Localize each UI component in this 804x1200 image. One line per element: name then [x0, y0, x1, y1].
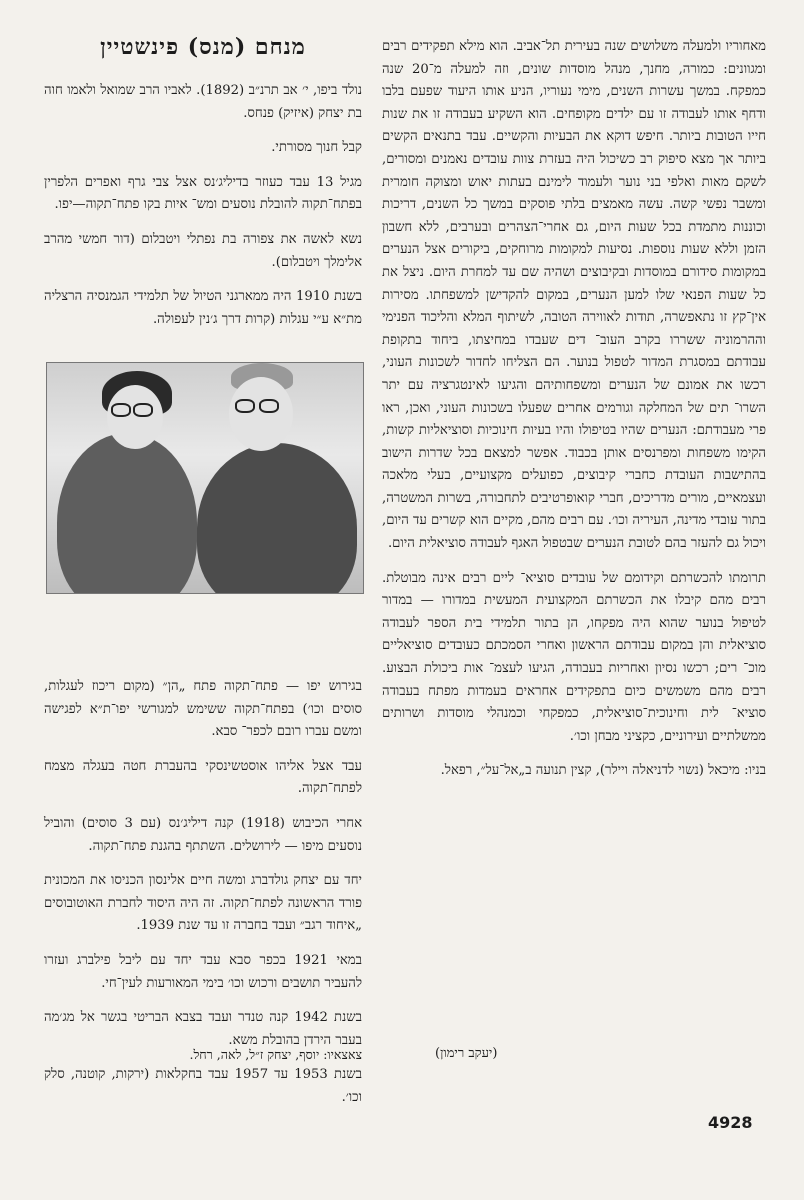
paragraph: בניו: מיכאל (נשוי לדניאלה ויילר), קצין תנועה ב„אל־על״, רפאל.: [440, 763, 766, 779]
paragraph: מגיל 13 עבד כעוזר בדיליג׳נס אצל צבי גרף ואפרים הלפרין בפתח־תקוה להובלת נוסעים ומש־ איות בקו פתח־תקוה—יפו.: [44, 174, 362, 213]
page-title: מנחם (מנס) פינשטיין: [100, 34, 306, 60]
paragraph: יחד עם יצחק גולדברג ומשה חיים אלינסון הכניסו את המכונית פורד הראשונה לפתח־תקוה. זה היה היסוד לחברת האוטובוסים „איחוד רגב״ ועבד בחברה זו עד שנת 1939.: [44, 873, 362, 934]
paragraph: בשנת 1942 קנה טנדר ועבד בצבא הבריטי בגשר אל מג׳מה בעבר הירדן בהובלת משא.: [44, 1010, 363, 1048]
right-column: [382, 36, 766, 783]
portrait-photo: [46, 362, 364, 594]
paragraph: תרומתו להכשרתם וקידומם של עובדים סוציא־ ליים רבים אינה מבוטלת. רבים מהם קיבלו את הכשרתם המקצועית המעשית במדורו — במדור לטיפול בנוער שהוא היה מפקחו, הן בתור תלמידי בית הספר לעבודה סוציאלית והן במקום עבודתם הראשון ואחרי הסמכתם כעובדים סוציאליים מוכ־ רים; רכשו נסיון ואחריות בעבודה, הגיעו לעצמ־ אות ביכולת הבצוע. רבים מהם משמשים כיום בתפקידים אחראים בעמדות מפתח בעבודה סוציא־ לית וחינוכית־סוציאלית, כמפקחי וכמנהלי מוסדות ושרותים ממשלתיים ועירוניים, כקציני מבחן וכו׳.: [382, 570, 766, 744]
paragraph: במאי 1921 בכפר סבא עבד יחד עם ליבל פילברג ועזרו להעביר תושבים ורכוש וכו׳ בימי המאורעות לעין־חי.: [44, 952, 362, 991]
left-column-top: [44, 80, 362, 331]
paragraph: בשנת 1953 עד 1957 עבד בחקלאות (ירקות, קוטנה, סלק וכו׳.: [44, 1067, 362, 1105]
left-column-bottom: [44, 676, 362, 1110]
paragraph: בשנת 1910 היה ממארגני הטיול של תלמידי הגמנסיה הרצליה מת״א ע״י עגלות (קרות דרך ג׳נין לעפולה.: [44, 289, 362, 327]
paragraph: נולד ביפו, י׳ אב תרנ״ב (1892). לאביו הרב שמואל ולאמו חוה בת יצחק (איזיק) פנחס.: [44, 83, 362, 121]
paragraph: מאחוריו ולמעלה משלושים שנה בעירית תל־אביב. הוא מילא תפקידים רבים ומגוונים: כמורה, מחנך, מנהל מוסדות שונים, וזה למעלה מ־20 שנה כמפקח. במשך עשרות השנים, מימי נעוריו, הניע אותו היעוד שפעם בלבו ודחף אותו לעבודה זו עם ילדים מקופחים. הוא השקיע בעבודה זו את שנות חייו הטובות ביותר. חיפש דוקא את הבעיות והקשיים. עבד בתנאים הקשים ביותר אך מצא סיפוק רב כשיכול היה בעזרת צוות עובדים נאמנים ומסורים, לשקם מאות ואלפי בני נוער ולעמוד לימינם בעתות יאוש ומצוקה חומרית ומשבר נפשי קשה. עשה מאמצים בלתי פוסקים במשך כל השנים, דריכות וכוננות מתמדת בכל שעות היום, גם אחרי־הצהרים ובערבים, ללא חשבון הזמן וללא שעות נוספות. נסיעות למקומות מרוחקים, ביקורים אצל הנערים במקומות סידורם במוסדות ובקיבוצים ושהיה שם עד למחרת היום. ניצל את כל שעות הפנאי שלו למען הנערים, במקום להקדישן למשפחתו. מסירות אין־קץ זו נתאפשרה, תודות לאווירה הטובה, לשיתוף המלא והליכוד הפנימי וההרמוניה ששררו בקרב העוב־ דים שעבדו במחיצתו, ביחוד בתקופת עבודתם במסגרת המדור לטפול בנוער. הם הצליחו לחדור לשכונות העוני, רכשו את אמונם של הנערים ומשפחותיהם והגיעו לאינטגרציה עם יתר השרו־ תים של המחלקה וגורמים אחרים שפעלו בשכונות העוני, ואכן, ראו פרי מעבודתם: הנערים שהיו בטיפולו והיו בעיות חינוכיות וסוציאליות קשות, הקימו משפחות ומפרנסים אותן בכבוד. אפשר למצאם בכל שדרות הישוב בהתישבות העובדת כחברי קיבוצים, כפועלים מקצועיים, בעלי מלאכה ועצמאיים, מורים מדריכים, חברי קואופרטיבים לתחבורה, בשרות המשטרה, בתור עובדי מדינה, העיריה וכו׳. עם רבים מהם, מקיים הוא קשרים עד היום, ויכול גם להעזר בהם לטובת הנערים שבטפול האגף לעבודה סוציאלית היום.: [382, 39, 766, 552]
paragraph: קבל חנוך מסורתי.: [271, 140, 362, 156]
paragraph: בגירוש יפו — פתח־תקוה פתח „הן״ (מקום ריכוז לעגלות, סוסים וכו׳) בפתח־תקוה ששימש למגורשי יפו־ת״א לפגישה ומשם עברו רובם לכפר־ סבא.: [44, 679, 362, 740]
paragraph: אחרי הכיבוש (1918) קנה דיליג׳נס (עם 3 סוסים) והוביל נוסעים מיפו — לירושלים. השתתף בהגנת פתח־תקוה.: [44, 815, 362, 854]
children-line: צאצאיו: יוסף, יצחק ז״ל, לאה, רחל.: [189, 1047, 362, 1062]
author-signature: (יעקב רימון): [435, 1046, 498, 1061]
paragraph: נשא לאשה את צפורה בת נפתלי ויטבלום (דור חמשי מהרב אלימלך ויטבלום).: [44, 231, 362, 270]
page-number: 4928: [708, 1113, 753, 1132]
paragraph: עבד אצל אליהו אוסטשינסקי בהעברת חטה בעגלה מצמח לפתח־תקוה.: [44, 758, 362, 797]
